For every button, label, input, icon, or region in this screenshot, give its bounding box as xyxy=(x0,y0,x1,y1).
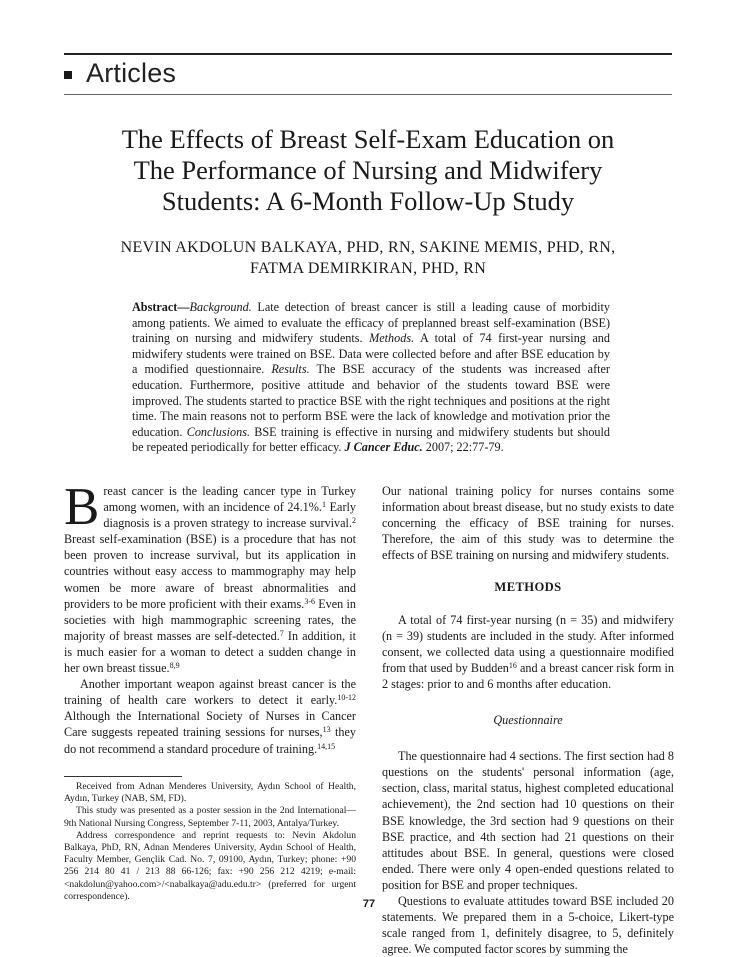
body-text: they do not recommend a standard procedure of training. xyxy=(64,725,356,756)
questionnaire-paragraph-2: Questions to evaluate attitudes toward BSE included 20 statements. We prepared them in a 5-choice, Likert-type scale ranged from 1, definitely disagree, to 5, definitely agree. We computed factor scores by summing the xyxy=(382,893,674,957)
body-column-right xyxy=(382,483,674,957)
body-text: and a breast cancer risk form in 2 stages: prior to and 6 months after education. xyxy=(382,660,674,691)
body-text: Early diagnosis is a proven strategy to increase survival. xyxy=(103,500,356,531)
reference-marker: 13 xyxy=(322,725,331,735)
body-text: In addition, it is much easier for a woman to detect a sudden change in her own breast tissue. xyxy=(64,628,357,676)
section-header xyxy=(64,58,176,89)
citation-details: 2007; 22:77-79. xyxy=(422,440,504,455)
reference-marker: 7 xyxy=(279,628,284,638)
abstract-lead: Abstract— xyxy=(132,300,190,314)
body-text: Although the International Society of Nurses in Cancer Care suggests repeated training sessions for nurses, xyxy=(64,709,356,740)
body-text: A total of 74 first-year nursing (n = 35) and midwifery (n = 39) students are included in the study. After informed consent, we collected data using a questionnaire modified from that used by Budden xyxy=(382,612,674,675)
reference-marker: 8,9 xyxy=(169,661,180,671)
footnotes xyxy=(64,781,356,903)
abstract-results-text: The BSE accuracy of the students was increased after education. Furthermore, positive attitude and behavior of the students toward BSE were improved. The students started to practice BSE with the right techniques and positions at the right time. The main reasons not to perform BSE were the lack of knowledge and motivation prior the education. xyxy=(132,362,610,439)
abstract-background-text: Late detection of breast cancer is still a leading cause of morbidity among patients. We aimed to evaluate the efficacy of preplanned breast self-examination (BSE) training on nursing and midwifery students. xyxy=(132,300,610,346)
body-text: Breast self-examination (BSE) is a procedure that has not been proven to increase survival, but its application in countries without easy access to mammography may help women be more aware of breast abnormalities and providers to be more proficient with their exams. xyxy=(64,532,356,611)
questionnaire-paragraph-1: The questionnaire had 4 sections. The first section had 8 questions on the students' personal information (age, section, class, marital status, highest completed educational achievement), the 2nd section had 10 questions on their BSE knowledge, the 3rd section had 9 questions on their BSE practice, and 4th section had 21 questions on their attitudes about BSE. In general, questions were closed ended. There were only 4 open-ended questions related to position for BSE and proper techniques. xyxy=(382,749,674,892)
article-title xyxy=(64,124,672,217)
reference-marker: 3-6 xyxy=(304,596,315,606)
reference-marker: 10-12 xyxy=(337,693,356,703)
abstract-conclusions-text: BSE training is effective in nursing and midwifery students but should be repeated periodically for better efficacy. xyxy=(132,424,610,455)
abstract-background-label: Background. xyxy=(189,300,252,314)
intro-paragraph-1 xyxy=(64,478,357,676)
abstract-results-label: Results. xyxy=(271,362,310,377)
footnote-rule xyxy=(64,776,182,777)
abstract-methods-text: A total of 74 first-year nursing and midwifery students were trained on BSE. Data were collected before and after BSE education by a modified questionnaire. xyxy=(132,331,610,377)
footnote-affiliation: Received from Adnan Menderes University, Aydın School of Health, Aydın, Turkey (NAB, SM, FD). xyxy=(64,781,356,805)
citation-journal: J Cancer Educ. xyxy=(344,440,423,455)
author-line: NEVIN AKDOLUN BALKAYA, PHD, RN, SAKINE MEMIS, PHD, RN, xyxy=(120,239,616,256)
reference-marker: 2 xyxy=(352,516,356,526)
abstract-methods-label: Methods. xyxy=(369,331,415,346)
title-line: The Effects of Breast Self-Exam Education on xyxy=(121,124,615,154)
reference-marker: 14,15 xyxy=(317,741,336,751)
author-line: FATMA DEMIRKIRAN, PHD, RN xyxy=(249,260,487,277)
author-list xyxy=(64,237,672,279)
drop-cap: B xyxy=(64,478,100,536)
title-line: The Performance of Nursing and Midwifery xyxy=(133,155,603,185)
questionnaire-heading: Questionnaire xyxy=(493,713,563,728)
title-line: Students: A 6-Month Follow-Up Study xyxy=(161,186,575,216)
top-rule xyxy=(64,53,672,55)
methods-heading: METHODS xyxy=(494,580,562,595)
abstract xyxy=(132,300,610,456)
body-text: Another important weapon against breast cancer is the training of health care workers to detect it early. xyxy=(64,677,356,708)
page-number: 77 xyxy=(362,898,376,910)
intro-paragraph-2-continued: Our national training policy for nurses contains some information about breast disease, but no study exists to date concerning the efficacy of BSE training for nurses. Therefore, the aim of this study was to determine the effects of BSE training on nursing and midwifery students. xyxy=(382,484,674,563)
reference-marker: 16 xyxy=(508,660,517,670)
intro-paragraph-2 xyxy=(64,676,356,756)
footnote-presentation: This study was presented as a poster session in the 2nd International—9th National Nursing Congress, September 7-11, 2003, Antalya/Turkey. xyxy=(64,805,356,829)
square-bullet-icon xyxy=(64,71,72,79)
reference-marker: 1 xyxy=(321,500,326,510)
header-rule xyxy=(64,94,672,95)
section-label: Articles xyxy=(86,58,177,88)
body-text: reast cancer is the leading cancer type in Turkey among women, with an incidence of 24.1%. xyxy=(103,484,356,515)
footnote-correspondence: Address correspondence and reprint requests to: Nevin Akdolun Balkaya, PhD, RN, Adnan Menderes University, Aydın School of Health, Faculty Member, Gençlik Cad. No. 7, 09100, Aydın, Turkey; phone: +90 256 214 80 41 / 213 88 66-126; fax: +90 256 212 4219; e-mail: <nakdolun@yahoo.com>/<nabalkaya@adu.edu.tr> (preferred for urgent correspondence). xyxy=(64,829,356,902)
body-column-left xyxy=(64,478,357,757)
abstract-conclusions-label: Conclusions. xyxy=(186,424,250,439)
methods-paragraph xyxy=(382,612,674,692)
body-text: Even in societies with high mammographic screening rates, the majority of breast masses are self-detected. xyxy=(64,596,356,643)
